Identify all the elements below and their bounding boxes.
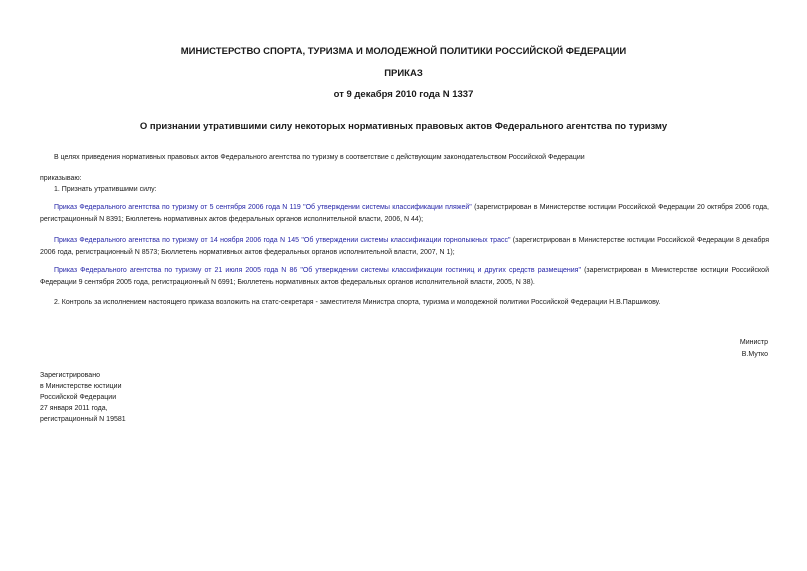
act-details-1: (зарегистрирован в Министерстве юстиции Российской Федерации 20 октября 2006 года, регистрационный N 8391; Бюллетень нормативных актов федеральных органов исполнительной власти, 2006, N 44); bbox=[40, 204, 769, 223]
registration-line: Российской Федерации bbox=[40, 394, 117, 401]
signature-position: Министр bbox=[739, 339, 768, 346]
registration-line: в Министерстве юстиции bbox=[40, 383, 122, 390]
act-paragraph-2 bbox=[40, 235, 769, 258]
act-paragraph-3 bbox=[40, 265, 769, 288]
act-paragraph-1 bbox=[40, 202, 769, 225]
act-link-2[interactable]: Приказ Федерального агентства по туризму от 14 ноября 2006 года N 145 "Об утверждении системы классификации горнолыжных трасс" bbox=[54, 237, 511, 244]
act-details-2: (зарегистрирован в Министерстве юстиции Российской Федерации 8 декабря 2006 года, регистрационный N 8573; Бюллетень нормативных актов федеральных органов исполнительной власти, 2007, N 1); bbox=[40, 237, 769, 256]
preamble-paragraph: В целях приведения нормативных правовых актов Федерального агентства по туризму в соответствие с действующим законодательством Российской Федерации bbox=[54, 154, 585, 161]
registration-line: регистрационный N 19581 bbox=[40, 416, 126, 423]
act-details-3: (зарегистрирован в Министерстве юстиции Российской Федерации 9 сентября 2005 года, регистрационный N 6991; Бюллетень нормативных актов федеральных органов исполнительной власти, 2005, N 38). bbox=[40, 267, 769, 286]
signature-block bbox=[740, 337, 768, 360]
registration-line: Зарегистрировано bbox=[40, 372, 100, 379]
registration-line: 27 января 2011 года, bbox=[40, 405, 108, 412]
act-link-1[interactable]: Приказ Федерального агентства по туризму от 5 сентября 2006 года N 119 "Об утверждении системы классификации пляжей" bbox=[54, 204, 472, 211]
item-1: 1. Признать утратившими силу: bbox=[54, 186, 157, 193]
order-word: приказываю: bbox=[40, 175, 82, 182]
doc-title: О признании утратившими силу некоторых нормативных правовых актов Федерального агентства по туризму bbox=[139, 121, 668, 132]
signature-name: В.Мутко bbox=[741, 350, 768, 358]
item-2: 2. Контроль за исполнением настоящего приказа возложить на статс-секретаря - заместителя Министра спорта, туризма и молодежной политики Российской Федерации Н.В.Паршикову. bbox=[54, 299, 661, 306]
registration-block bbox=[40, 370, 126, 425]
doc-type-heading: ПРИКАЗ bbox=[384, 68, 423, 79]
ministry-heading: МИНИСТЕРСТВО СПОРТА, ТУРИЗМА И МОЛОДЕЖНОЙ ПОЛИТИКИ РОССИЙСКОЙ ФЕДЕРАЦИИ bbox=[180, 46, 627, 57]
act-link-3[interactable]: Приказ Федерального агентства по туризму от 21 июля 2005 года N 86 "Об утверждении системы классификации гостиниц и других средств размещения" bbox=[54, 267, 581, 274]
doc-date-heading: от 9 декабря 2010 года N 1337 bbox=[333, 89, 474, 100]
